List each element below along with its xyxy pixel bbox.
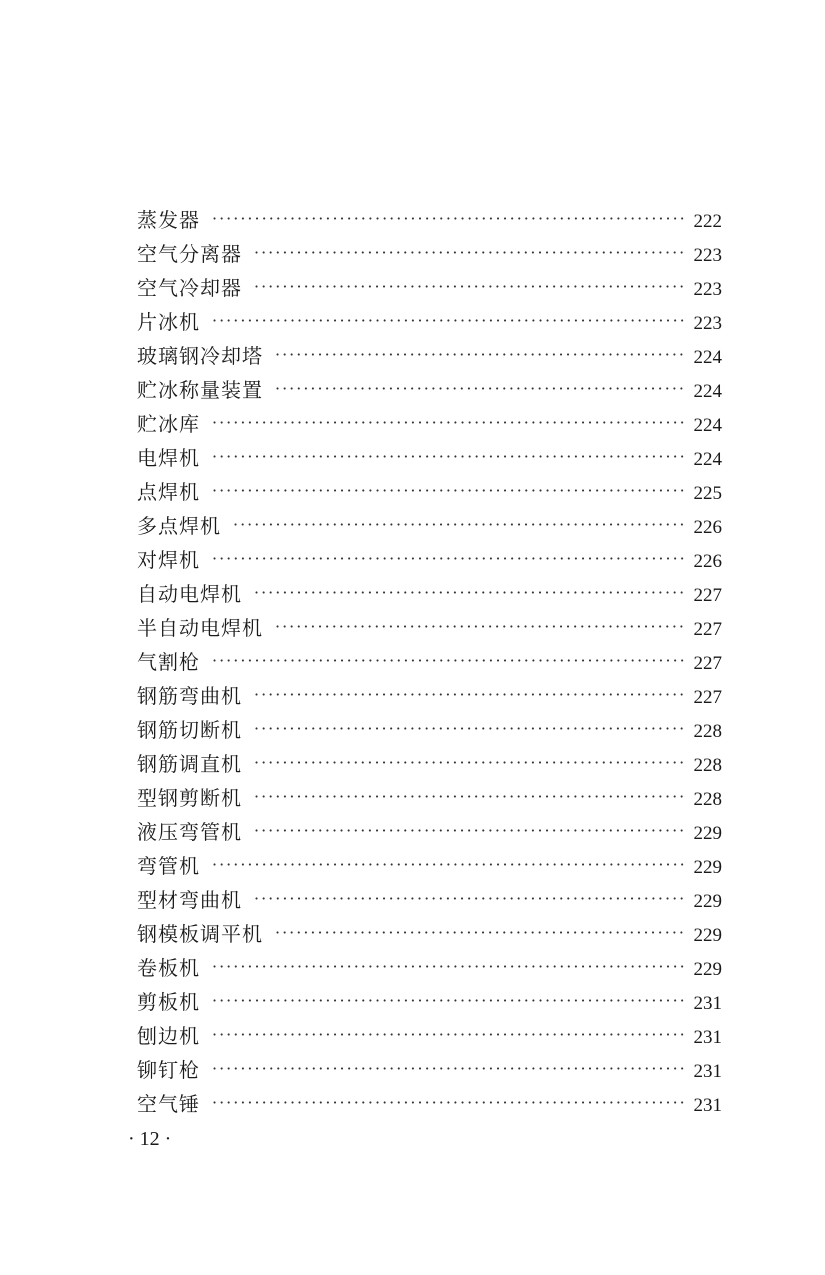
toc-dot-leader: [254, 882, 684, 916]
toc-entry: [137, 237, 722, 271]
toc-entry: [137, 509, 722, 543]
toc-entry: [137, 373, 722, 407]
toc-entry-page: 224: [693, 415, 722, 436]
toc-entry-title: 点焊机: [137, 480, 200, 504]
toc-entry-page: 229: [693, 857, 722, 878]
toc-dot-leader: [212, 474, 684, 508]
toc-entry-page: 228: [693, 755, 722, 776]
toc-entry: [137, 815, 722, 849]
toc-entry: [137, 407, 722, 441]
toc-entry-page: 229: [693, 823, 722, 844]
toc-entry: [137, 271, 722, 305]
toc-entry-page: 225: [693, 483, 722, 504]
toc-dot-leader: [254, 576, 684, 610]
toc-entry: [137, 645, 722, 679]
toc-entry-page: 227: [693, 585, 722, 606]
toc-dot-leader: [212, 542, 684, 576]
toc-dot-leader: [254, 236, 684, 270]
toc-entry: [137, 883, 722, 917]
toc-entry-title: 贮冰称量装置: [137, 378, 263, 402]
toc-entry-title: 多点焊机: [137, 514, 221, 538]
toc-entry: [137, 679, 722, 713]
toc-dot-leader: [212, 848, 684, 882]
toc-entry-title: 贮冰库: [137, 412, 200, 436]
toc-entry-page: 223: [693, 245, 722, 266]
toc-entry: [137, 543, 722, 577]
toc-entry-title: 卷板机: [137, 956, 200, 980]
toc-entry-page: 228: [693, 721, 722, 742]
toc-entry: [137, 305, 722, 339]
toc-entry: [137, 203, 722, 237]
toc-entry: [137, 441, 722, 475]
toc-dot-leader: [212, 1086, 684, 1120]
toc-entry-title: 刨边机: [137, 1024, 200, 1048]
toc-entry-title: 铆钉枪: [137, 1058, 200, 1082]
toc-dot-leader: [212, 644, 684, 678]
toc-entry-title: 剪板机: [137, 990, 200, 1014]
page-number: · 12 ·: [128, 1128, 172, 1150]
toc-entry: [137, 917, 722, 951]
toc-entry: [137, 985, 722, 1019]
toc-dot-leader: [212, 202, 684, 236]
toc-entry-page: 224: [693, 449, 722, 470]
toc-entry-page: 231: [693, 1027, 722, 1048]
toc-dot-leader: [233, 508, 684, 542]
toc-entry-page: 229: [693, 891, 722, 912]
toc-entry-page: 223: [693, 313, 722, 334]
toc-entry-title: 钢筋调直机: [137, 752, 242, 776]
toc-entry-page: 224: [693, 381, 722, 402]
toc-dot-leader: [254, 814, 684, 848]
toc-entry-page: 229: [693, 959, 722, 980]
toc-entry-page: 227: [693, 619, 722, 640]
toc-entry: [137, 1087, 722, 1121]
toc-entry: [137, 475, 722, 509]
toc-entry-page: 231: [693, 993, 722, 1014]
toc-entry-page: 229: [693, 925, 722, 946]
toc-entry-page: 226: [693, 551, 722, 572]
toc-entry-title: 半自动电焊机: [137, 616, 263, 640]
toc-dot-leader: [212, 304, 684, 338]
toc-dot-leader: [254, 270, 684, 304]
toc-entry-page: 226: [693, 517, 722, 538]
toc-entry-page: 222: [693, 211, 722, 232]
toc-dot-leader: [254, 780, 684, 814]
toc-dot-leader: [212, 950, 684, 984]
toc-entry-title: 片冰机: [137, 310, 200, 334]
toc-entry-title: 型材弯曲机: [137, 888, 242, 912]
toc-entry-page: 223: [693, 279, 722, 300]
toc-entry: [137, 951, 722, 985]
toc-entry: [137, 611, 722, 645]
toc-entry-page: 227: [693, 687, 722, 708]
toc-dot-leader: [212, 1052, 684, 1086]
toc-dot-leader: [275, 610, 684, 644]
toc-entry: [137, 1053, 722, 1087]
toc-entry-title: 空气分离器: [137, 242, 242, 266]
toc-entry: [137, 747, 722, 781]
toc-entry-title: 空气锤: [137, 1092, 200, 1116]
toc-entry: [137, 1019, 722, 1053]
toc-entry-page: 228: [693, 789, 722, 810]
toc-entry-title: 钢筋弯曲机: [137, 684, 242, 708]
toc-dot-leader: [212, 1018, 684, 1052]
toc-entry-title: 对焊机: [137, 548, 200, 572]
toc-entry: [137, 713, 722, 747]
toc-entry-title: 型钢剪断机: [137, 786, 242, 810]
toc-entry-page: 231: [693, 1061, 722, 1082]
toc-dot-leader: [254, 712, 684, 746]
toc-entry-title: 弯管机: [137, 854, 200, 878]
toc-dot-leader: [275, 372, 684, 406]
toc-entry: [137, 339, 722, 373]
toc-entry-title: 钢筋切断机: [137, 718, 242, 742]
toc-entry-title: 空气冷却器: [137, 276, 242, 300]
toc-entry-page: 231: [693, 1095, 722, 1116]
toc-entry-title: 玻璃钢冷却塔: [137, 344, 263, 368]
toc-dot-leader: [275, 338, 684, 372]
toc-entry-title: 钢模板调平机: [137, 922, 263, 946]
toc-entry: [137, 781, 722, 815]
toc-entry-title: 蒸发器: [137, 208, 200, 232]
toc-dot-leader: [212, 440, 684, 474]
toc-entry-page: 227: [693, 653, 722, 674]
toc-entry: [137, 849, 722, 883]
toc-entry: [137, 577, 722, 611]
toc-dot-leader: [254, 746, 684, 780]
toc-entry-page: 224: [693, 347, 722, 368]
toc-entry-title: 气割枪: [137, 650, 200, 674]
table-of-contents: [137, 203, 722, 1121]
toc-dot-leader: [212, 406, 684, 440]
toc-entry-title: 自动电焊机: [137, 582, 242, 606]
toc-dot-leader: [275, 916, 684, 950]
toc-entry-title: 电焊机: [137, 446, 200, 470]
toc-entry-title: 液压弯管机: [137, 820, 242, 844]
toc-dot-leader: [212, 984, 684, 1018]
toc-dot-leader: [254, 678, 684, 712]
